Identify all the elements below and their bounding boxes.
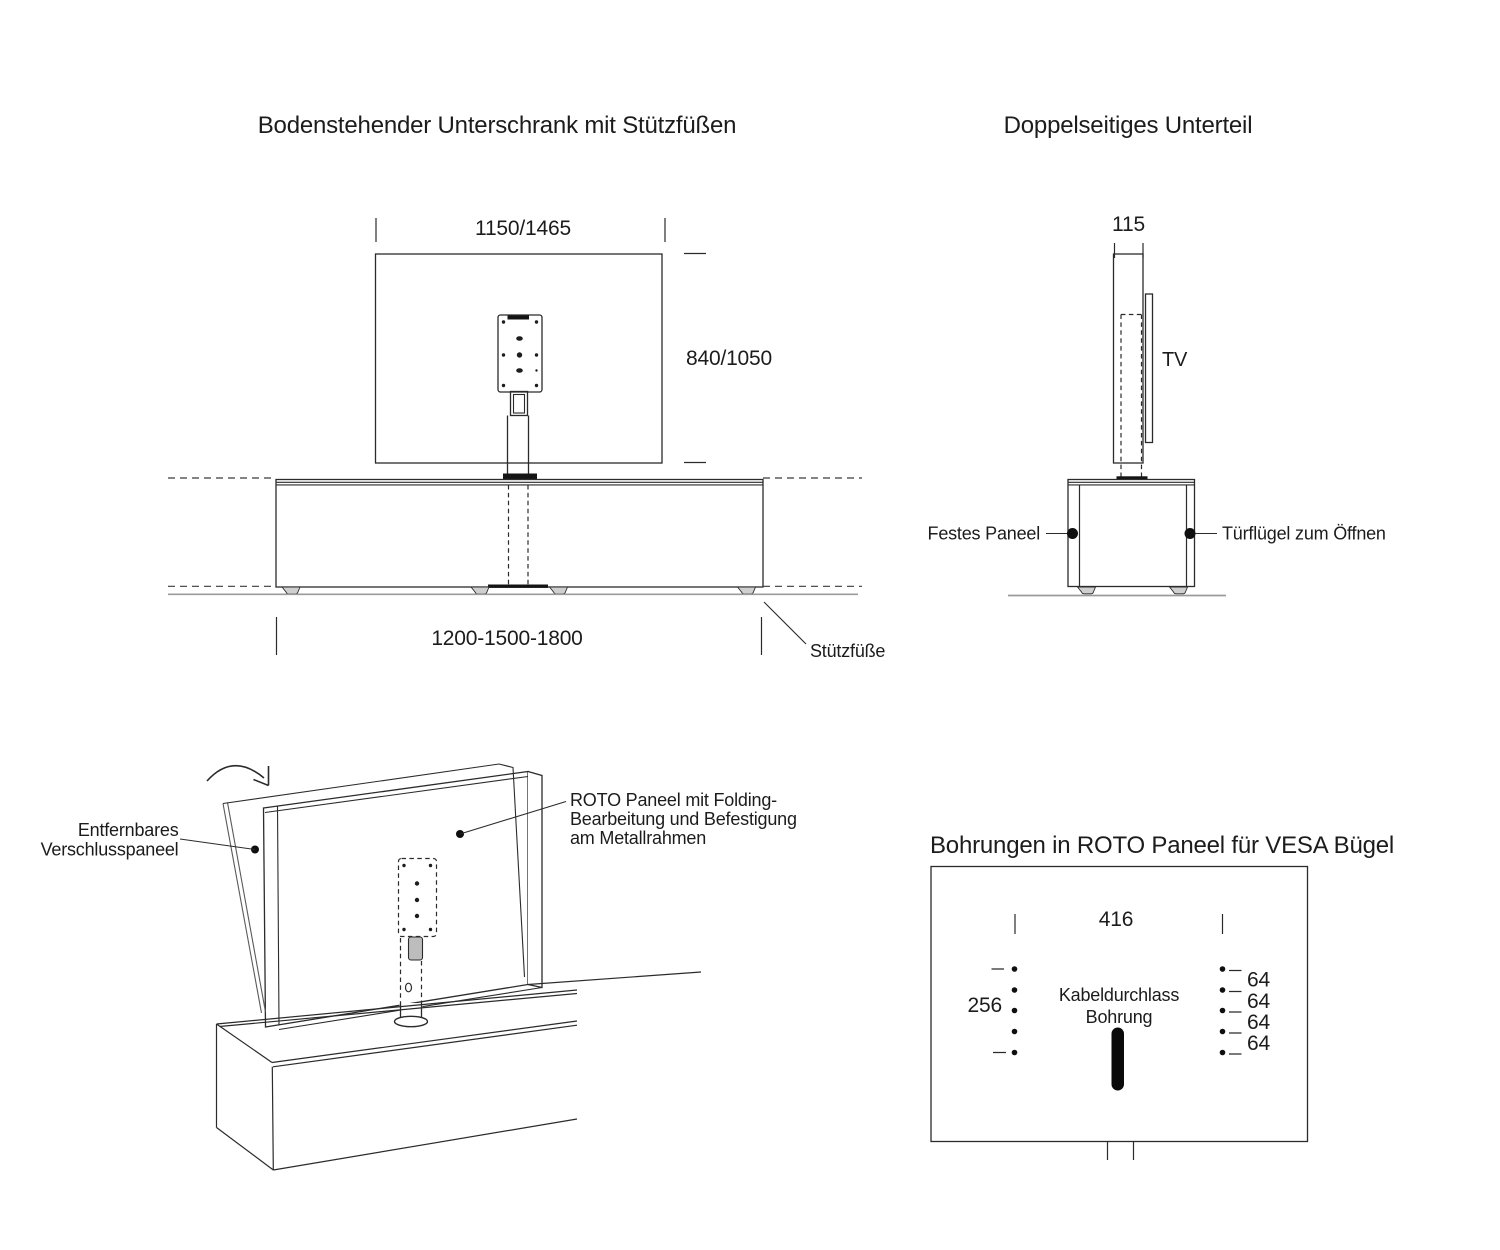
side-view-diagram (928, 112, 1386, 596)
rotation-arrow-icon (207, 766, 269, 786)
iso-view-diagram (41, 764, 797, 1170)
hole-height-dimension: 256 (967, 994, 1002, 1017)
hole-spacing-3: 64 (1247, 1011, 1270, 1034)
cable-hole-label-line1: Kabeldurchlass (1058, 985, 1180, 1005)
drill-pattern-diagram (930, 832, 1394, 1160)
roto-panel-front-face (264, 772, 529, 1028)
fixed-panel-marker-dot (1067, 528, 1078, 539)
side-view-title: Doppelseitiges Unterteil (1003, 112, 1253, 139)
tv-label: TV (1162, 349, 1188, 371)
cabinet-side-feet (1078, 587, 1188, 594)
column-connector-inner (514, 395, 525, 414)
column-bottom-plate (488, 585, 548, 588)
removable-panel-label-line2: Verschlusspaneel (40, 839, 179, 860)
depth-dimension-ticks (1115, 243, 1144, 258)
panel-bottom-extension-line (528, 972, 701, 985)
hole-spacing-1: 64 (1247, 968, 1270, 992)
roto-panel-label-line2: Bearbeitung und Befestigung (570, 809, 797, 829)
hole-spacing-2: 64 (1247, 990, 1270, 1013)
roto-panel-edge-face (528, 772, 542, 988)
hole-spacing-4: 64 (1247, 1032, 1270, 1055)
column-oval-hole (406, 983, 412, 992)
door-label: Türflügel zum Öffnen (1222, 523, 1386, 544)
column-plug (409, 937, 423, 960)
cable-hole-label-line2: Bohrung (1085, 1007, 1153, 1027)
door-marker-dot (1185, 528, 1196, 539)
feet-leader-line (764, 602, 806, 644)
tv-width-dimension: 1150/1465 (475, 217, 571, 240)
column-base-plate (503, 474, 537, 480)
removable-panel-left-edge (223, 803, 266, 1014)
roto-panel-side (1114, 254, 1144, 463)
cabinet-feet (282, 587, 756, 594)
removable-panel-label-line1: Entfernbares (77, 820, 179, 840)
fixed-panel-label: Festes Paneel (927, 523, 1040, 544)
tv-side (1146, 294, 1153, 443)
roto-panel-label-line1: ROTO Paneel mit Folding- (570, 790, 777, 810)
depth-dimension: 115 (1112, 213, 1145, 236)
tv-panel-front (376, 254, 663, 463)
cabinet-width-dimension: 1200-1500-1800 (431, 627, 583, 650)
cable-hole-slot (1112, 1028, 1125, 1091)
hole-width-dimension: 416 (1098, 908, 1134, 931)
front-view-title: Bodenstehender Unterschrank mit Stützfüßen (257, 112, 737, 139)
feet-label: Stützfüße (810, 641, 886, 661)
roto-panel-3d (264, 772, 543, 1030)
column-base-flange (395, 1016, 428, 1026)
tv-height-dimension: 840/1050 (686, 347, 772, 370)
cabinet-side (1068, 480, 1195, 587)
vesa-plate-top-bar (508, 316, 530, 320)
front-view-diagram (168, 112, 885, 661)
roto-panel-label-line3: am Metallrahmen (570, 828, 707, 848)
column-hidden-dashed-side (1121, 315, 1142, 478)
vesa-plate-screws (502, 320, 538, 387)
panel-bottom-tab-lines (1108, 1142, 1134, 1161)
removable-panel-leader-line (180, 839, 255, 850)
vesa-mount-plate (498, 315, 542, 416)
support-column-front (508, 416, 529, 474)
cabinet-front (276, 480, 763, 588)
drill-view-title: Bohrungen in ROTO Paneel für VESA Bügel (930, 832, 1395, 859)
